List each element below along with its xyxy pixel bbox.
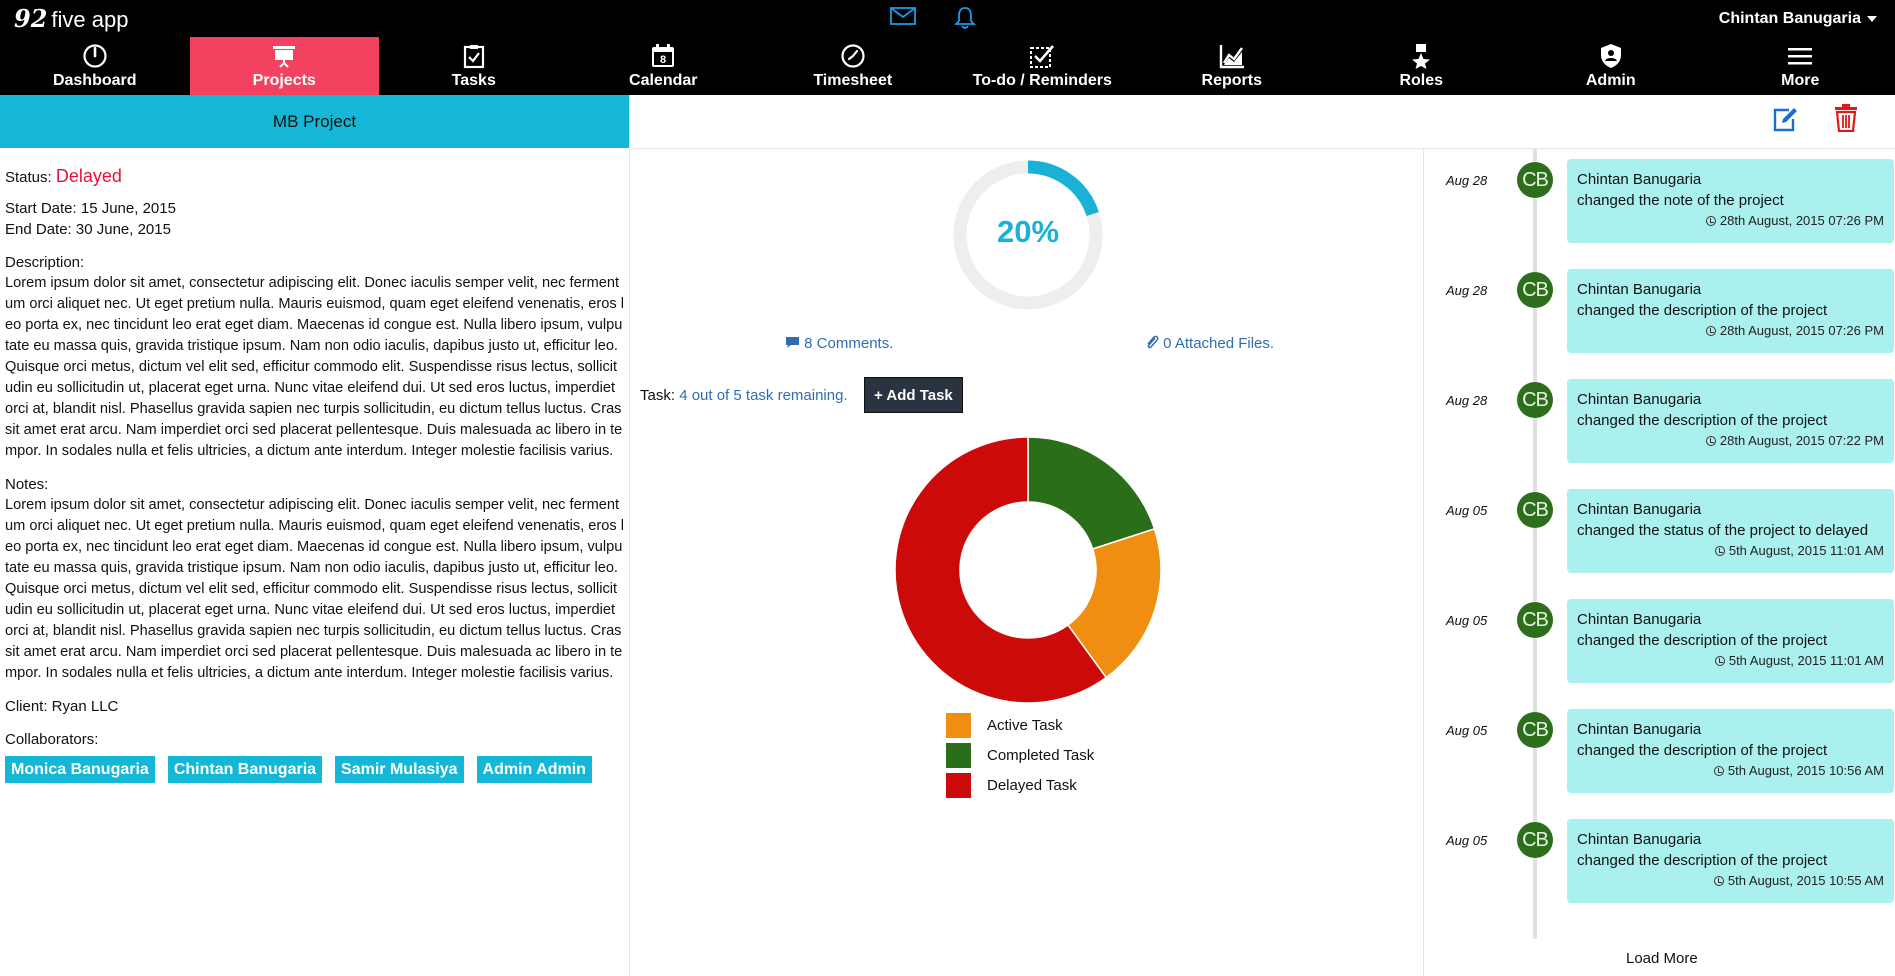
feed-action: changed the description of the project (1577, 412, 1828, 429)
status-line (5, 166, 624, 188)
feed-date: Aug 05 (1446, 613, 1488, 628)
feed-item (1424, 369, 1895, 453)
client: Client: Ryan LLC (5, 698, 119, 715)
nav-roles[interactable] (1327, 37, 1517, 95)
nav-label: Projects (252, 72, 316, 89)
nav-todo[interactable] (948, 37, 1138, 95)
project-details-body (0, 148, 629, 783)
collaborators-label: Collaborators: (5, 731, 99, 748)
feed-user-name[interactable]: Chintan Banugaria (1577, 831, 1702, 848)
collaborator-chip[interactable]: Samir Mulasiya (335, 756, 464, 783)
calendar-badge: 8 (660, 54, 667, 66)
legend-item (946, 770, 1094, 800)
legend-swatch (946, 773, 971, 798)
top-icons (890, 6, 976, 30)
feed-action: changed the status of the project to delayed (1577, 522, 1869, 539)
nav-label: To-do / Reminders (972, 72, 1112, 89)
nav-label: Calendar (629, 72, 698, 89)
nav-projects[interactable] (190, 37, 380, 95)
feed-card (1567, 819, 1894, 903)
add-task-button[interactable]: + Add Task (864, 377, 963, 413)
clock-icon (1706, 326, 1716, 336)
donut-slice-completed-task[interactable] (1028, 437, 1154, 549)
clock-icon (1715, 546, 1725, 556)
feed-card (1567, 159, 1894, 243)
legend-item (946, 710, 1094, 740)
project-details-panel (0, 95, 630, 976)
feed-user-name[interactable]: Chintan Banugaria (1577, 501, 1702, 518)
feed-timestamp: 28th August, 2015 07:26 PM (1719, 323, 1884, 338)
nav-label: Timesheet (813, 72, 893, 89)
attached-files-link[interactable] (1145, 335, 1274, 352)
nav-dashboard[interactable] (0, 37, 190, 95)
files-count: 0 Attached Files. (1163, 335, 1275, 352)
description-label: Description: (5, 254, 85, 271)
feed-user-name[interactable]: Chintan Banugaria (1577, 721, 1702, 738)
task-summary (640, 387, 848, 404)
end-date: End Date: 30 June, 2015 (5, 221, 171, 238)
clock-icon (1714, 876, 1724, 886)
feed-item (1424, 809, 1895, 893)
trash-icon[interactable] (1834, 104, 1858, 136)
feed-card (1567, 269, 1894, 353)
nav-reports[interactable] (1137, 37, 1327, 95)
nav-label: Admin (1585, 72, 1636, 89)
feed-card (1567, 709, 1894, 793)
nav-label: Reports (1201, 72, 1262, 89)
feed-action: changed the note of the project (1577, 192, 1784, 209)
progress-percent: 20% (996, 214, 1060, 249)
mail-icon[interactable] (890, 6, 916, 30)
avatar[interactable]: CB (1517, 162, 1553, 198)
legend-swatch (946, 713, 971, 738)
feed-user-name[interactable]: Chintan Banugaria (1577, 391, 1702, 408)
user-name: Chintan Banugaria (1718, 10, 1861, 27)
feed-time (1577, 211, 1884, 231)
feed-time (1577, 321, 1884, 341)
feed-timestamp: 28th August, 2015 07:26 PM (1719, 213, 1884, 228)
feed-date: Aug 05 (1446, 503, 1488, 518)
reports-icon (1219, 42, 1245, 70)
logo-mark: 92 (14, 4, 48, 33)
collaborator-chip[interactable]: Monica Banugaria (5, 756, 155, 783)
feed-card (1567, 379, 1894, 463)
description-text: Lorem ipsum dolor sit amet, consectetur adipiscing elit. Donec iaculis semper velit, nec fermentum orci aliquet nec. Ut eget pretium nulla. Mauris euismod, quam eget eleifend venenatis, eros leo porta ex, nec tincidunt leo erat eget diam. Maecenas id congue est. Nulla libero ipsum, vulputate eu massa quis, gravida tristique ipsum. Nam non odio iaculis, dapibus justo ut, efficitur leo. Quisque orci metus, dictum vel elit sed, efficitur commodo elit. Suspendisse risus lectus, sollicitudin eu sollicitudin ut, placerat eget urna. Nunc vitae eleifend dui. Ut sed eros luctus, imperdiet orci at, blandit nisl. Phasellus gravida sapien nec turpis sollicitudin, eu dictum tellus luctus. Cras sit amet erat arcu. Nam imperdiet orci sed placerat pellentesque. Duis malesuada ac libero in tempor. In sodales nulla et felis ultricies, a dictum ante interdum. Integer molestie facilisis varius. (5, 275, 624, 459)
feed-action: changed the description of the project (1577, 742, 1828, 759)
clock-icon (1706, 216, 1716, 226)
feed-item (1424, 149, 1895, 233)
nav-admin[interactable] (1516, 37, 1706, 95)
tasks-icon (463, 42, 485, 70)
task-donut-chart (893, 435, 1163, 705)
feed-time (1577, 541, 1884, 561)
avatar[interactable]: CB (1517, 602, 1553, 638)
start-date: Start Date: 15 June, 2015 (5, 200, 176, 217)
nav-calendar[interactable] (569, 37, 759, 95)
bell-icon[interactable] (954, 6, 976, 30)
clock-icon (1715, 656, 1725, 666)
user-menu[interactable] (1719, 10, 1877, 28)
legend-swatch (946, 743, 971, 768)
menu-icon (1787, 42, 1813, 70)
feed-user-name[interactable]: Chintan Banugaria (1577, 171, 1702, 188)
clock-icon (1714, 766, 1724, 776)
feed-timestamp: 5th August, 2015 11:01 AM (1728, 543, 1884, 558)
feed-date: Aug 28 (1446, 283, 1488, 298)
feed-item (1424, 589, 1895, 673)
todo-icon (1029, 42, 1055, 70)
legend-label: Delayed Task (987, 776, 1077, 794)
main-nav (0, 37, 1895, 95)
task-remaining[interactable]: 4 out of 5 task remaining. (679, 387, 848, 404)
nav-label: Roles (1399, 72, 1444, 89)
nav-more[interactable] (1706, 37, 1895, 95)
feed-user-name[interactable]: Chintan Banugaria (1577, 611, 1702, 628)
app-logo[interactable] (14, 4, 128, 33)
dashboard-icon (82, 42, 108, 70)
avatar[interactable]: CB (1517, 492, 1553, 528)
nav-tasks[interactable] (379, 37, 569, 95)
status-value: Delayed (55, 166, 122, 186)
avatar[interactable]: CB (1517, 712, 1553, 748)
nav-label: Dashboard (52, 72, 137, 89)
legend-item (946, 740, 1094, 770)
feed-item (1424, 699, 1895, 783)
nav-label: Tasks (451, 72, 496, 89)
top-bar (0, 0, 1895, 95)
edit-icon[interactable] (1772, 106, 1800, 136)
roles-icon (1410, 42, 1432, 70)
logo-text: five app (51, 7, 129, 32)
feed-timestamp: 5th August, 2015 10:56 AM (1727, 763, 1884, 778)
feed-card (1567, 489, 1894, 573)
feed-card (1567, 599, 1894, 683)
comments-link[interactable] (785, 335, 893, 352)
nav-label: More (1781, 72, 1820, 89)
project-title: MB Project (272, 111, 357, 131)
avatar[interactable]: CB (1517, 382, 1553, 418)
notes-label: Notes: (5, 476, 49, 493)
feed-action: changed the description of the project (1577, 302, 1828, 319)
feed-date: Aug 05 (1446, 723, 1488, 738)
feed-item (1424, 259, 1895, 343)
legend-label: Completed Task (987, 746, 1095, 764)
collaborator-chip[interactable]: Admin Admin (477, 756, 592, 783)
nav-timesheet[interactable] (758, 37, 948, 95)
admin-icon (1599, 42, 1623, 70)
feed-date: Aug 28 (1446, 393, 1488, 408)
feed-action: changed the description of the project (1577, 852, 1828, 869)
collaborator-chip[interactable]: Chintan Banugaria (168, 756, 322, 783)
chart-legend (946, 710, 1094, 800)
chevron-down-icon (1867, 16, 1877, 22)
paperclip-icon (1145, 335, 1159, 350)
feed-date: Aug 28 (1446, 173, 1488, 188)
avatar[interactable]: CB (1517, 272, 1553, 308)
feed-time (1577, 761, 1884, 781)
status-label: Status: (5, 169, 52, 186)
feed-user-name[interactable]: Chintan Banugaria (1577, 281, 1702, 298)
legend-label: Active Task (987, 716, 1063, 734)
feed-date: Aug 05 (1446, 833, 1488, 848)
comment-icon (785, 336, 800, 349)
load-more-button[interactable]: Load More (1626, 950, 1698, 967)
activity-feed (1423, 149, 1895, 976)
feed-timestamp: 5th August, 2015 11:01 AM (1728, 653, 1884, 668)
feed-timestamp: 5th August, 2015 10:55 AM (1727, 873, 1884, 888)
projects-icon (271, 42, 297, 70)
project-title-bar (0, 95, 629, 148)
calendar-icon (650, 42, 676, 70)
comments-count: 8 Comments. (804, 335, 894, 352)
feed-time (1577, 871, 1884, 891)
clock-icon (1706, 436, 1716, 446)
feed-item (1424, 479, 1895, 563)
collaborator-list (5, 756, 624, 783)
timesheet-icon (840, 42, 866, 70)
feed-time (1577, 431, 1884, 451)
feed-time (1577, 651, 1884, 671)
task-prefix: Task: (640, 387, 676, 404)
feed-timestamp: 28th August, 2015 07:22 PM (1719, 433, 1884, 448)
notes-text: Lorem ipsum dolor sit amet, consectetur adipiscing elit. Donec iaculis semper velit, nec fermentum orci aliquet nec. Ut eget pretium nulla. Mauris euismod, quam eget eleifend venenatis, eros leo porta ex, nec tincidunt leo erat eget diam. Maecenas id congue est. Nulla libero ipsum, vulputate eu massa quis, gravida tristique ipsum. Nam non odio iaculis, dapibus justo ut, efficitur leo. Quisque orci metus, dictum vel elit sed, efficitur commodo elit. Suspendisse risus lectus, sollicitudin eu sollicitudin ut, placerat eget urna. Nunc vitae eleifend dui. Ut sed eros luctus, imperdiet orci at, blandit nisl. Phasellus gravida sapien nec turpis sollicitudin, eu dictum tellus luctus. Cras sit amet erat arcu. Nam imperdiet orci sed placerat pellentesque. Duis malesuada ac libero in tempor. In sodales nulla et felis ultricies, a dictum ante interdum. Integer molestie facilisis varius. (5, 497, 624, 681)
feed-action: changed the description of the project (1577, 632, 1828, 649)
avatar[interactable]: CB (1517, 822, 1553, 858)
